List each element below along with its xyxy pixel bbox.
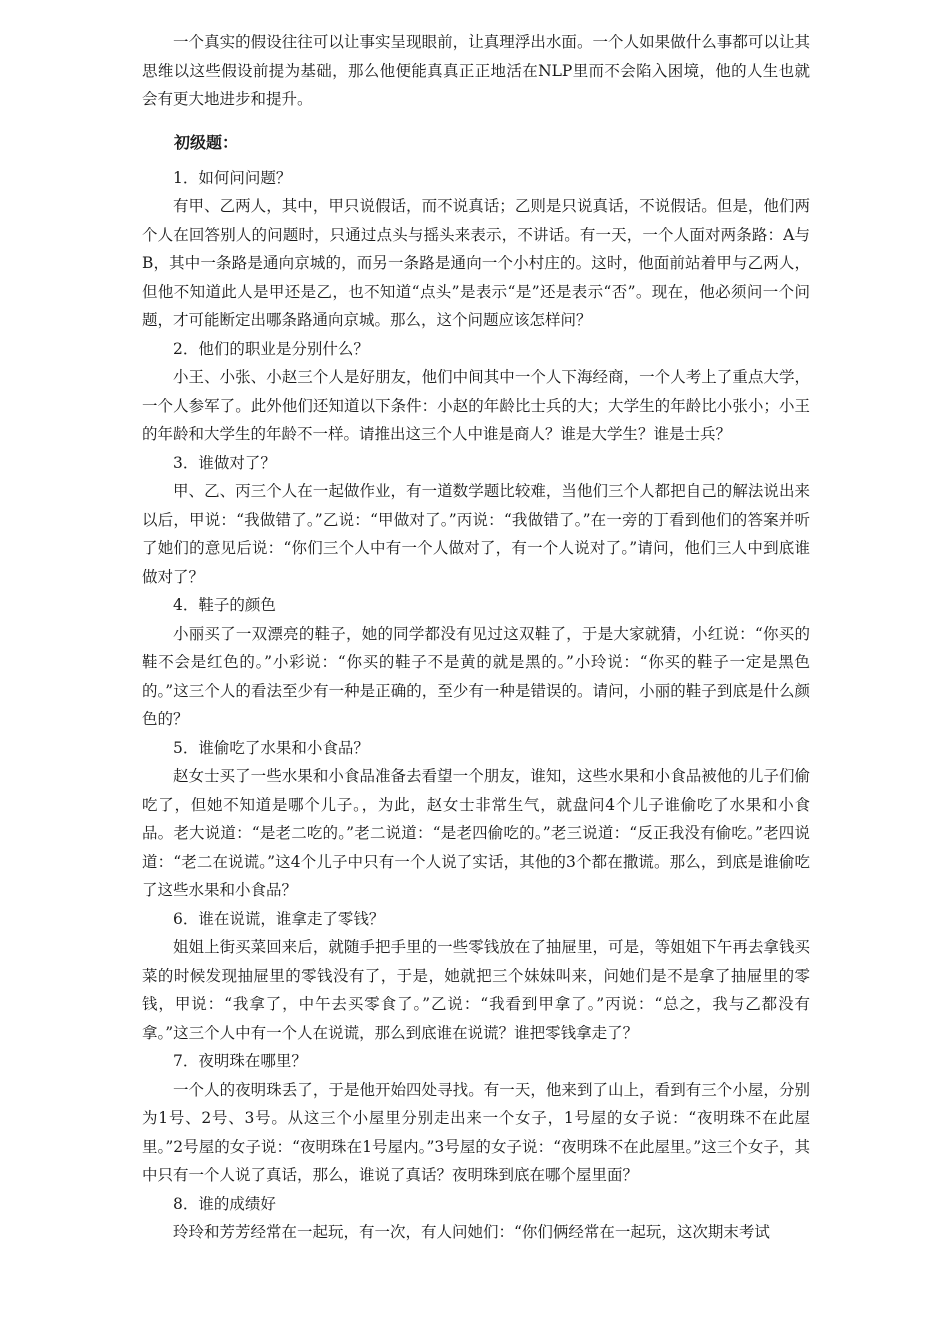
- question-body: 小王、小张、小赵三个人是好朋友，他们中间其中一个人下海经商，一个人考上了重点大学，一个人参军了。此外他们还知道以下条件：小赵的年龄比士兵的大；大学生的年龄比小张小；小王的年龄和大学生的年龄不一样。请推出这三个人中谁是商人？谁是大学生？谁是士兵？: [142, 368, 810, 443]
- question-body: 一个人的夜明珠丢了，于是他开始四处寻找。有一天，他来到了山上，看到有三个小屋，分别为1号、2号、3号。从这三个小屋里分别走出来一个女子，1号屋的女子说：“夜明珠不在此屋里。”2号屋的女子说：“夜明珠在1号屋内。”3号屋的女子说：“夜明珠不在此屋里。”这三个女子，其中只有一个人说了真话，那么，谁说了真话？夜明珠到底在哪个屋里面？: [142, 1080, 810, 1184]
- question-title: 1．如何问问题？: [173, 168, 292, 187]
- question-title: 6．谁在说谎，谁拿走了零钱？: [173, 909, 385, 928]
- section-title: 初级题：: [174, 132, 239, 152]
- document-page: [142, 28, 810, 1247]
- question-body: 姐姐上街买菜回来后，就随手把手里的一些零钱放在了抽屉里，可是，等姐姐下午再去拿钱买菜的时候发现抽屉里的零钱没有了，于是，她就把三个妹妹叫来，问她们是不是拿了抽屉里的零钱，甲说：“我拿了，中午去买零食了。”乙说：“我看到甲拿了。”丙说：“总之，我与乙都没有拿。”这三个人中有一个人在说谎，那么到底谁在说谎？谁把零钱拿走了？: [142, 938, 810, 1042]
- question-title: 2．他们的职业是分别什么？: [173, 339, 369, 358]
- question-title: 4．鞋子的颜色: [173, 596, 276, 614]
- question-title: 3．谁做对了？: [173, 453, 276, 472]
- question-body: 玲玲和芳芳经常在一起玩，有一次，有人问她们：“你们俩经常在一起玩，这次期末考试: [173, 1223, 770, 1241]
- question-body: 甲、乙、丙三个人在一起做作业，有一道数学题比较难，当他们三个人都把自己的解法说出来以后，甲说：“我做错了。”乙说：“甲做对了。”丙说：“我做错了。”在一旁的丁看到他们的答案并听了她们的意见后说：“你们三个人中有一个人做对了，有一个人说对了。”请问，他们三人中到底谁做对了？: [142, 482, 810, 586]
- intro-paragraph: 一个真实的假设往往可以让事实呈现眼前，让真理浮出水面。一个人如果做什么事都可以让其思维以这些假设前提为基础，那么他便能真真正正地活在NLP里而不会陷入困境，他的人生也就会有更大地进步和提升。: [142, 33, 810, 108]
- question-title: 8．谁的成绩好: [173, 1194, 276, 1213]
- question-body: 小丽买了一双漂亮的鞋子，她的同学都没有见过这双鞋了，于是大家就猜，小红说：“你买的鞋不会是红色的。”小彩说：“你买的鞋子不是黄的就是黑的。”小玲说：“你买的鞋子一定是黑色的。”这三个人的看法至少有一种是正确的，至少有一种是错误的。请问，小丽的鞋子到底是什么颜色的？: [142, 624, 810, 728]
- question-title: 7．夜明珠在哪里？: [173, 1052, 307, 1070]
- question-title: 5．谁偷吃了水果和小食品？: [173, 738, 369, 757]
- question-body: 有甲、乙两人，其中，甲只说假话，而不说真话；乙则是只说真话，不说假话。但是，他们两个人在回答别人的问题时，只通过点头与摇头来表示，不讲话。有一天，一个人面对两条路：A与B，其中一条路是通向京城的，而另一条路是通向一个小村庄的。这时，他面前站着甲与乙两人，但他不知道此人是甲还是乙，也不知道“点头”是表示“是”还是表示“否”。现在，他必须问一个问题，才可能断定出哪条路通向京城。那么，这个问题应该怎样问？: [142, 197, 810, 329]
- question-body: 赵女士买了一些水果和小食品准备去看望一个朋友，谁知，这些水果和小食品被他的儿子们偷吃了，但她不知道是哪个儿子。，为此，赵女士非常生气，就盘问4个儿子谁偷吃了水果和小食品。老大说道：“是老二吃的。”老二说道：“是老四偷吃的。”老三说道：“反正我没有偷吃。”老四说道：“老二在说谎。”这4个儿子中只有一个人说了实话，其他的3个都在撒谎。那么，到底是谁偷吃了这些水果和小食品？: [142, 767, 810, 899]
